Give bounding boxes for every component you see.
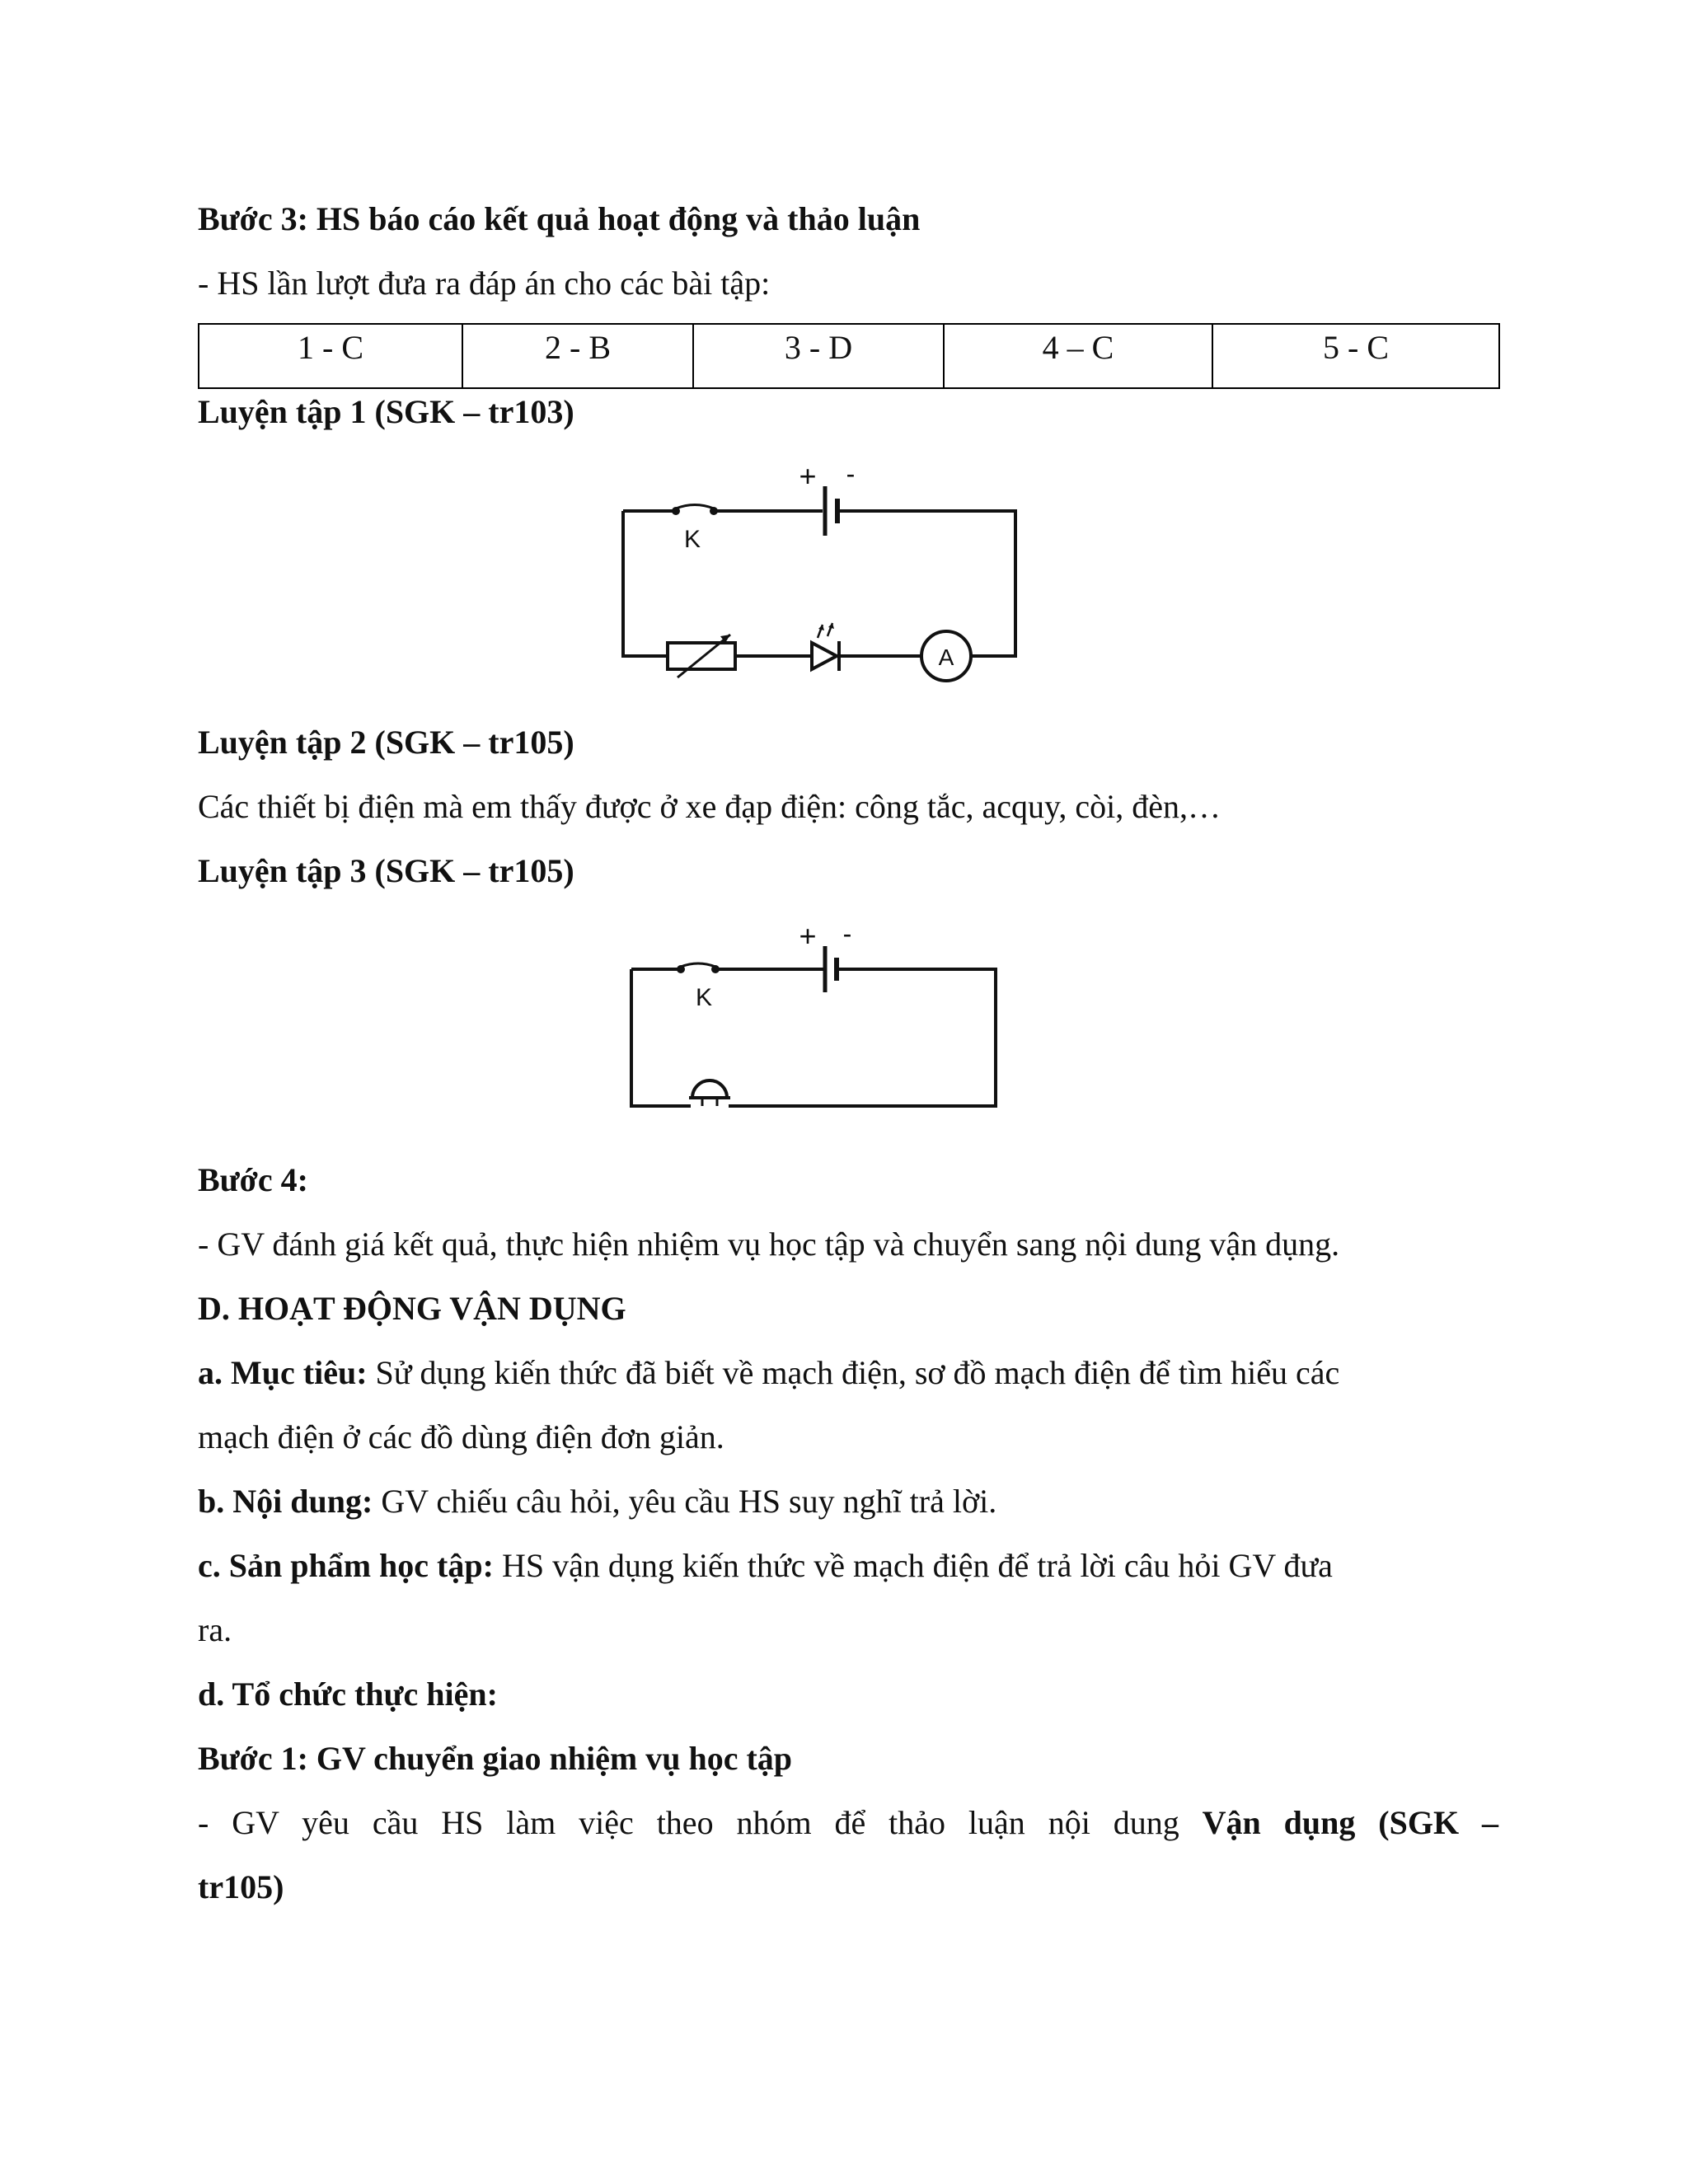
battery-plus-label: + bbox=[799, 919, 817, 953]
wire-right bbox=[839, 511, 1015, 656]
product-text-2: ra. bbox=[198, 1611, 232, 1648]
objective-label: a. Mục tiêu: bbox=[198, 1354, 368, 1391]
content-text: GV chiếu câu hỏi, yêu cầu HS suy nghĩ trả lời. bbox=[373, 1483, 997, 1520]
objective-line-1 bbox=[198, 1352, 1339, 1394]
organization-heading: d. Tổ chức thực hiện: bbox=[198, 1675, 498, 1713]
product-label: c. Sản phẩm học tập: bbox=[198, 1547, 494, 1584]
step1-text: - GV yêu cầu HS làm việc theo nhóm để thảo luận nội dung bbox=[198, 1804, 1179, 1841]
step1-bold-1: Vận dụng (SGK – bbox=[1202, 1804, 1499, 1841]
rheostat-icon bbox=[668, 635, 735, 677]
product-text-1: HS vận dụng kiến thức về mạch điện để trả lời câu hỏi GV đưa bbox=[493, 1547, 1333, 1584]
practice2-text: Các thiết bị điện mà em thấy được ở xe đạp điện: công tắc, acquy, còi, đèn,… bbox=[198, 788, 1221, 825]
answer-table bbox=[198, 323, 1500, 389]
circuit-diagram-1 bbox=[610, 459, 1022, 684]
battery-icon bbox=[799, 919, 851, 992]
content-line bbox=[198, 1480, 996, 1523]
led-icon bbox=[812, 623, 839, 671]
product-line-1 bbox=[198, 1544, 1333, 1587]
battery-minus-label: - bbox=[846, 459, 856, 489]
answer-cell-1: 1 - C bbox=[199, 324, 462, 388]
wire-left bbox=[631, 969, 691, 1106]
objective-text-1: Sử dụng kiến thức đã biết về mạch điện, sơ đồ mạch điện để tìm hiểu các bbox=[367, 1354, 1340, 1391]
ammeter-icon bbox=[921, 631, 971, 681]
step4-text: - GV đánh giá kết quả, thực hiện nhiệm vụ học tập và chuyển sang nội dung vận dụng. bbox=[198, 1226, 1340, 1263]
practice2-title: Luyện tập 2 (SGK – tr105) bbox=[198, 724, 574, 761]
practice3-title: Luyện tập 3 (SGK – tr105) bbox=[198, 852, 574, 889]
battery-icon bbox=[799, 459, 855, 536]
answer-cell-4: 4 – C bbox=[944, 324, 1212, 388]
step3-heading: Bước 3: HS báo cáo kết quả hoạt động và thảo luận bbox=[198, 200, 921, 237]
battery-plus-label: + bbox=[799, 459, 817, 493]
step1-heading: Bước 1: GV chuyển giao nhiệm vụ học tập bbox=[198, 1740, 793, 1777]
table-row bbox=[199, 324, 1499, 388]
switch-k bbox=[672, 505, 718, 554]
ammeter-label: A bbox=[938, 644, 954, 670]
step1-line-1 bbox=[198, 1802, 1498, 1844]
switch-label: K bbox=[683, 526, 701, 553]
switch-label: K bbox=[695, 984, 713, 1011]
battery-minus-label: - bbox=[842, 919, 852, 949]
answer-cell-3: 3 - D bbox=[693, 324, 944, 388]
bell-icon bbox=[689, 1080, 730, 1106]
circuit-diagram-2 bbox=[626, 919, 1006, 1113]
practice1-title: Luyện tập 1 (SGK – tr103) bbox=[198, 393, 574, 430]
step1-bold-2: tr105) bbox=[198, 1868, 284, 1905]
wire-right bbox=[729, 969, 996, 1106]
switch-k bbox=[677, 963, 720, 1011]
step3-intro: - HS lần lượt đưa ra đáp án cho các bài tập: bbox=[198, 265, 771, 302]
answer-cell-2: 2 - B bbox=[462, 324, 693, 388]
step4-heading: Bước 4: bbox=[198, 1161, 308, 1198]
content-label: b. Nội dung: bbox=[198, 1483, 373, 1520]
objective-text-2: mạch điện ở các đồ dùng điện đơn giản. bbox=[198, 1418, 724, 1455]
section-d-heading: D. HOẠT ĐỘNG VẬN DỤNG bbox=[198, 1290, 626, 1327]
answer-cell-5: 5 - C bbox=[1212, 324, 1499, 388]
wire-left bbox=[623, 511, 668, 656]
